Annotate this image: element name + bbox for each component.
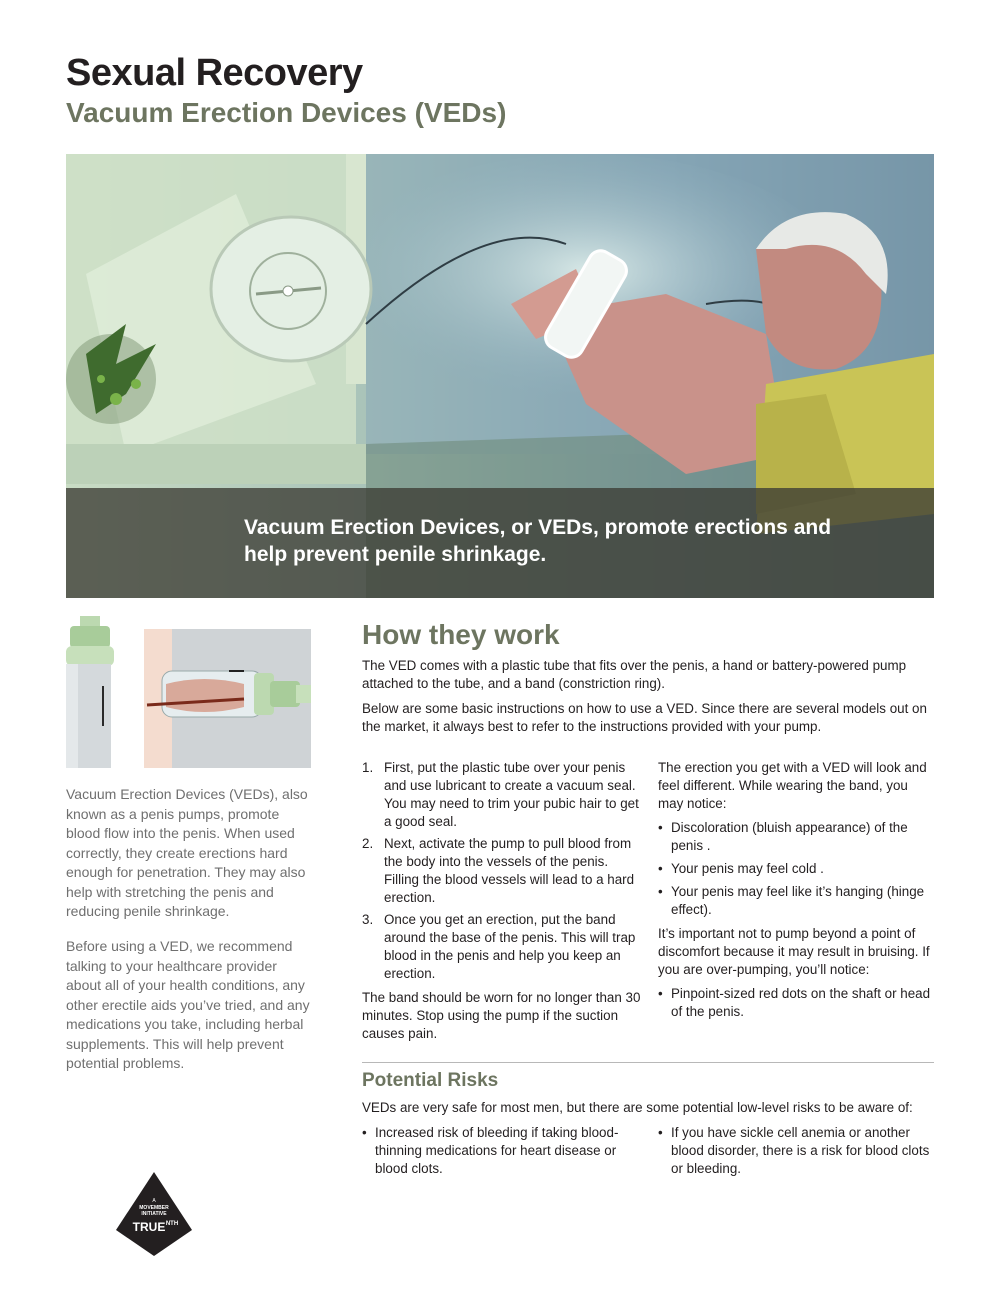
svg-text:A: A	[152, 1198, 156, 1204]
truenth-logo	[114, 1170, 194, 1258]
step-number: 2.	[362, 836, 374, 851]
list-item: • If you have sickle cell anemia or another blood disorder, there is a risk for blood clots or bleeding.	[658, 1124, 938, 1178]
how-intro-paragraph: The VED comes with a plastic tube that fits over the penis, a hand or battery-powered pump attached to the tube, and a band (constriction ring).	[362, 658, 907, 691]
how-they-work-heading: How they work	[362, 619, 560, 650]
section-divider	[362, 1062, 934, 1063]
notice-intro: The erection you get with a VED will look and feel different. While wearing the band, you may notice:	[658, 760, 927, 811]
svg-text:INITIATIVE: INITIATIVE	[141, 1211, 167, 1217]
list-item	[362, 759, 642, 831]
sidebar-paragraph-intro: Vacuum Erection Devices (VEDs), also known as a penis pumps, promote blood flow into the penis. When used correctly, they create erections hard enough for penetration. They may also help with stretching the penis and reducing penile shrinkage.	[66, 786, 308, 919]
step-text: Next, activate the pump to pull blood from the body into the vessels of the penis. Filling the blood vessels will lead to a hard erection.	[384, 836, 635, 905]
overpump-list	[658, 985, 936, 1021]
svg-text:MOVEMBER: MOVEMBER	[139, 1205, 169, 1211]
step-text: First, put the plastic tube over your penis and use lubricant to create a vacuum seal. You may need to trim your pubic hair to get a good seal.	[384, 760, 639, 829]
risk-list-right	[658, 1124, 938, 1178]
list-item: • Your penis may feel like it’s hanging (hinge effect).	[658, 883, 936, 919]
overpump-intro: It’s important not to pump beyond a point of discomfort because it may result in bruising. If you are over-pumping, you’ll notice:	[658, 926, 930, 977]
potential-risks-heading: Potential Risks	[362, 1070, 499, 1091]
svg-text:TRUE: TRUE	[132, 1220, 166, 1234]
sidebar-paragraph-advice: Before using a VED, we recommend talking to your healthcare provider about all of your health conditions, any other erectile aids you’ve tried, and any medications you take, including herbal supplements. This will help prevent potential problems.	[66, 938, 310, 1071]
pump-in-use-illustration	[144, 629, 311, 768]
list-item: • Your penis may feel cold .	[658, 860, 936, 878]
erection-notes-column	[658, 759, 936, 1027]
how-instructions-paragraph: Below are some basic instructions on how to use a VED. Since there are several models out on the market, it always best to refer to the instructions provided with your pump.	[362, 701, 927, 734]
page-title: Sexual Recovery	[66, 52, 363, 94]
list-item	[362, 911, 642, 983]
list-item: • Increased risk of bleeding if taking blood-thinning medications for heart disease or blood clots.	[362, 1124, 642, 1178]
page-subtitle: Vacuum Erection Devices (VEDs)	[66, 97, 507, 128]
instruction-steps	[362, 759, 642, 987]
band-duration-note: The band should be worn for no longer than 30 minutes. Stop using the pump if the suction causes pain.	[362, 990, 641, 1041]
risks-intro: VEDs are very safe for most men, but there are some potential low-level risks to be aware of:	[362, 1100, 913, 1115]
hero-caption: Vacuum Erection Devices, or VEDs, promote erections and help prevent penile shrinkage.	[244, 516, 832, 566]
hero-illustration	[66, 154, 934, 598]
step-text: Once you get an erection, put the band around the base of the penis. This will trap blood in the penis and help you keep an erection.	[384, 912, 636, 981]
list-item: • Pinpoint-sized red dots on the shaft or head of the penis.	[658, 985, 936, 1021]
notice-list	[658, 819, 936, 919]
step-number: 1.	[362, 760, 374, 775]
list-item: • Discoloration (bluish appearance) of the penis .	[658, 819, 936, 855]
hero-caption-band	[66, 488, 934, 598]
pump-cylinder-illustration	[66, 616, 114, 768]
list-item	[362, 835, 642, 907]
risk-list-left	[362, 1124, 642, 1178]
svg-text:NTH: NTH	[165, 1221, 179, 1227]
step-number: 3.	[362, 912, 374, 927]
